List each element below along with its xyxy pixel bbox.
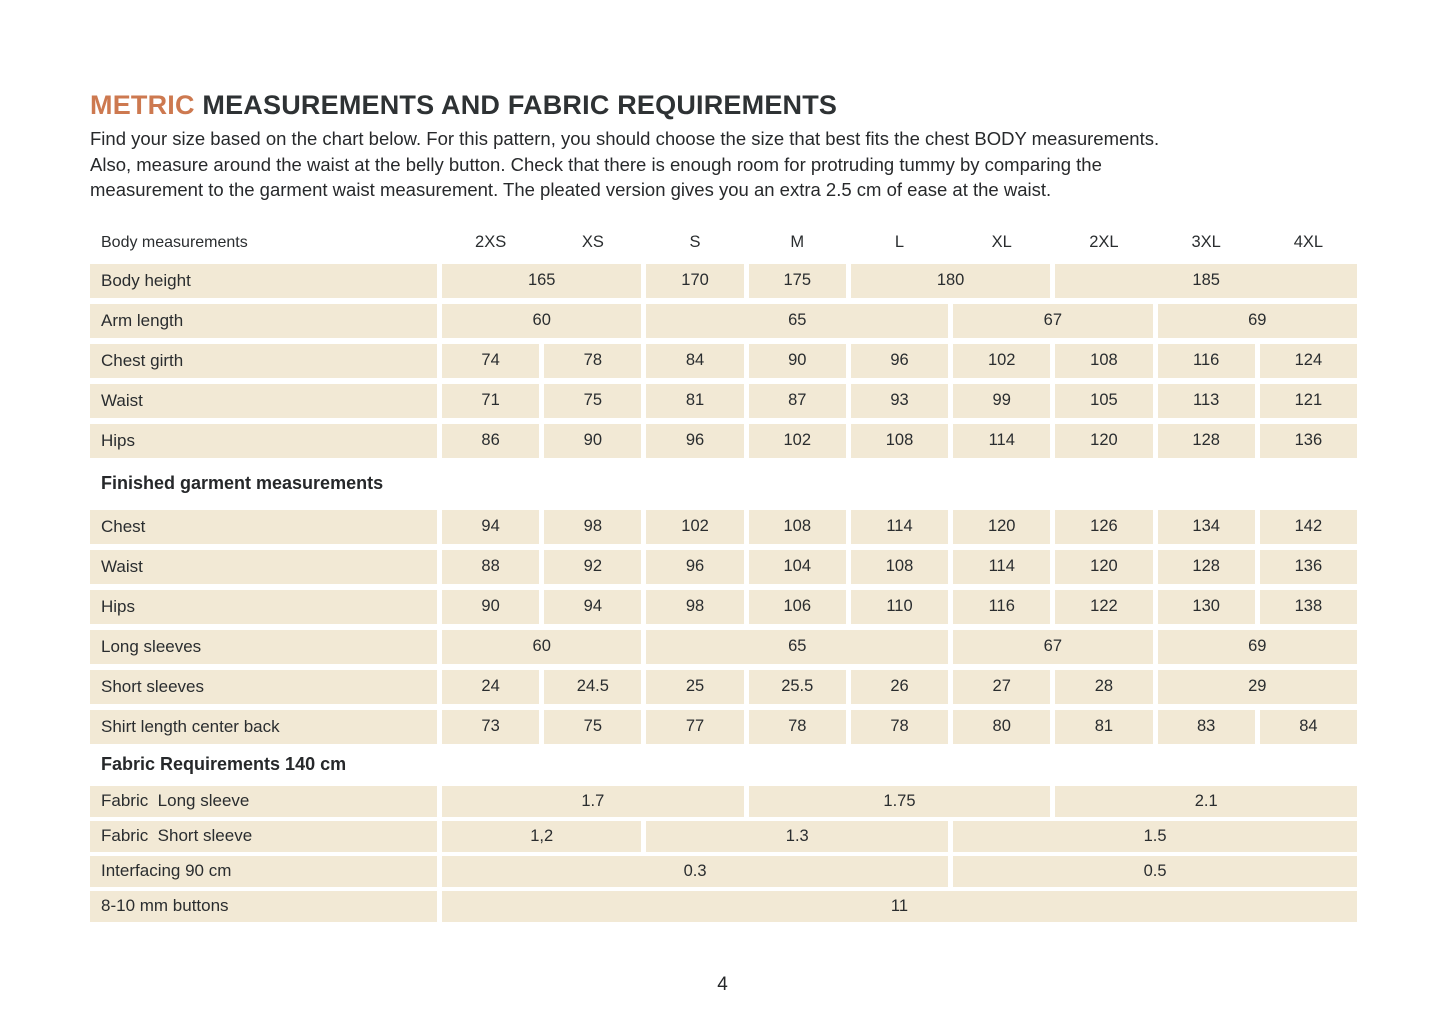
table-cell: 128 [1158,550,1255,584]
table-cell: 60 [442,630,641,664]
table-cell: 96 [851,344,948,378]
table-cell: 96 [646,550,743,584]
row-label: Shirt length center back [90,710,437,744]
table-cell: 120 [1055,550,1152,584]
table-cell: 87 [749,384,846,418]
table-cell: 88 [442,550,539,584]
table-cell: 113 [1158,384,1255,418]
page-content [90,90,1357,926]
table-cell: 75 [544,710,641,744]
size-col-2xl: 2XL [1089,233,1119,251]
table-cell: 0.3 [442,856,948,887]
table-cell: 94 [544,590,641,624]
size-col-4xl: 4XL [1293,233,1324,251]
size-col-xl: XL [991,233,1012,251]
table-cell: 98 [646,590,743,624]
table-cell: 0.5 [953,856,1357,887]
table-cell: 81 [1055,710,1152,744]
table-cell: 1.7 [442,786,744,817]
table-cell: 26 [851,670,948,704]
table-row-buttons [90,891,1357,922]
table-cell: 1.3 [646,821,948,852]
table-cell: 130 [1158,590,1255,624]
table-cell: 106 [749,590,846,624]
row-label: Chest girth [90,344,437,378]
table-cell: 99 [953,384,1050,418]
table-cell: 108 [1055,344,1152,378]
row-label: Arm length [90,304,437,338]
row-label: Fabric Short sleeve [90,821,437,852]
table-cell: 116 [953,590,1050,624]
intro-line: measurement to the garment waist measurement. The pleated version gives you an extra 2.5 cm of ease at the waist. [90,179,1052,200]
table-row-interfacing [90,856,1357,887]
table-cell: 11 [442,891,1357,922]
size-col-s: S [689,233,701,251]
section-header-finished-garment: Finished garment measurements [101,473,384,493]
row-label: Waist [90,384,437,418]
table-cell: 75 [544,384,641,418]
table-row-finished-chest [90,510,1357,544]
table-cell: 102 [953,344,1050,378]
table-cell: 84 [646,344,743,378]
table-cell: 120 [1055,424,1152,458]
table-cell: 1.5 [953,821,1357,852]
table-cell: 29 [1158,670,1357,704]
table-cell: 84 [1260,710,1357,744]
table-cell: 80 [953,710,1050,744]
table-cell: 1,2 [442,821,641,852]
table-cell: 74 [442,344,539,378]
row-label: Short sleeves [90,670,437,704]
table-cell: 25.5 [749,670,846,704]
table-cell: 126 [1055,510,1152,544]
table-row-finished-hips [90,590,1357,624]
table-row-arm-length [90,304,1357,338]
table-row-body-height [90,264,1357,298]
table-cell: 96 [646,424,743,458]
section-header-fabric-requirements: Fabric Requirements 140 cm [101,754,347,774]
table-cell: 24 [442,670,539,704]
intro-line: Also, measure around the waist at the belly button. Check that there is enough room for protruding tummy by comparing the [90,153,1102,175]
table-cell: 110 [851,590,948,624]
table-cell: 170 [646,264,743,298]
table-cell: 2.1 [1055,786,1357,817]
table-cell: 98 [544,510,641,544]
size-col-xs: XS [581,233,604,251]
table-cell: 116 [1158,344,1255,378]
page-title-accent: METRIC [90,90,195,120]
table-cell: 134 [1158,510,1255,544]
table-cell: 28 [1055,670,1152,704]
table-cell: 81 [646,384,743,418]
table-cell: 67 [953,304,1152,338]
table-cell: 120 [953,510,1050,544]
table-cell: 25 [646,670,743,704]
page-title [90,90,1357,120]
table-cell: 128 [1158,424,1255,458]
table-cell: 122 [1055,590,1152,624]
size-col-l: L [894,233,905,251]
table-cell: 114 [953,550,1050,584]
table-cell: 94 [442,510,539,544]
table-cell: 102 [749,424,846,458]
table-cell: 108 [851,550,948,584]
size-col-2xs: 2XS [475,233,507,251]
table-cell: 90 [544,424,641,458]
table-row-hips [90,424,1357,458]
row-label: 8-10 mm buttons [90,891,437,922]
row-label: Fabric Long sleeve [90,786,437,817]
table-cell: 165 [442,264,641,298]
page-number: 4 [717,974,728,995]
table-cell: 73 [442,710,539,744]
table-cell: 108 [851,424,948,458]
table-cell: 114 [851,510,948,544]
table-cell: 24.5 [544,670,641,704]
row-label: Waist [90,550,437,584]
table-cell: 65 [646,630,948,664]
intro-paragraph [90,126,1357,203]
table-cell: 60 [442,304,641,338]
table-row-fabric-short-sleeve [90,821,1357,852]
table-cell: 78 [749,710,846,744]
row-label: Hips [90,424,437,458]
table-cell: 102 [646,510,743,544]
table-cell: 114 [953,424,1050,458]
table-cell: 180 [851,264,1050,298]
table-cell: 78 [544,344,641,378]
table-cell: 71 [442,384,539,418]
table-row-finished-waist [90,550,1357,584]
row-label: Hips [90,590,437,624]
table-row-chest-girth [90,344,1357,378]
table-cell: 138 [1260,590,1357,624]
size-header-row [90,228,1357,258]
table-cell: 78 [851,710,948,744]
table-cell: 104 [749,550,846,584]
table-cell: 27 [953,670,1050,704]
table-row-long-sleeves [90,630,1357,664]
body-measurements-header: Body measurements [101,233,248,251]
measurements-table [90,228,1357,922]
table-cell: 136 [1260,424,1357,458]
row-label: Long sleeves [90,630,437,664]
table-cell: 86 [442,424,539,458]
page-title-rest: MEASUREMENTS AND FABRIC REQUIREMENTS [202,90,838,120]
table-cell: 175 [749,264,846,298]
table-row-waist [90,384,1357,418]
row-label: Body height [90,264,437,298]
table-cell: 136 [1260,550,1357,584]
table-cell: 90 [442,590,539,624]
table-row-fabric-long-sleeve [90,786,1357,817]
table-cell: 105 [1055,384,1152,418]
intro-line: Find your size based on the chart below. For this pattern, you should choose the size that best fits the chest BODY measurements. [90,128,1160,149]
table-row-shirt-length [90,710,1357,744]
size-col-m: M [790,233,805,251]
table-row-short-sleeves [90,670,1357,704]
table-cell: 92 [544,550,641,584]
row-label: Interfacing 90 cm [90,856,437,887]
table-cell: 83 [1158,710,1255,744]
size-col-3xl: 3XL [1191,233,1221,251]
table-cell: 185 [1055,264,1357,298]
table-cell: 124 [1260,344,1357,378]
table-cell: 69 [1158,304,1357,338]
table-cell: 121 [1260,384,1357,418]
table-cell: 69 [1158,630,1357,664]
table-cell: 108 [749,510,846,544]
table-cell: 77 [646,710,743,744]
table-cell: 142 [1260,510,1357,544]
table-cell: 65 [646,304,948,338]
table-cell: 67 [953,630,1152,664]
table-cell: 93 [851,384,948,418]
table-cell: 1.75 [749,786,1051,817]
row-label: Chest [90,510,437,544]
table-cell: 90 [749,344,846,378]
